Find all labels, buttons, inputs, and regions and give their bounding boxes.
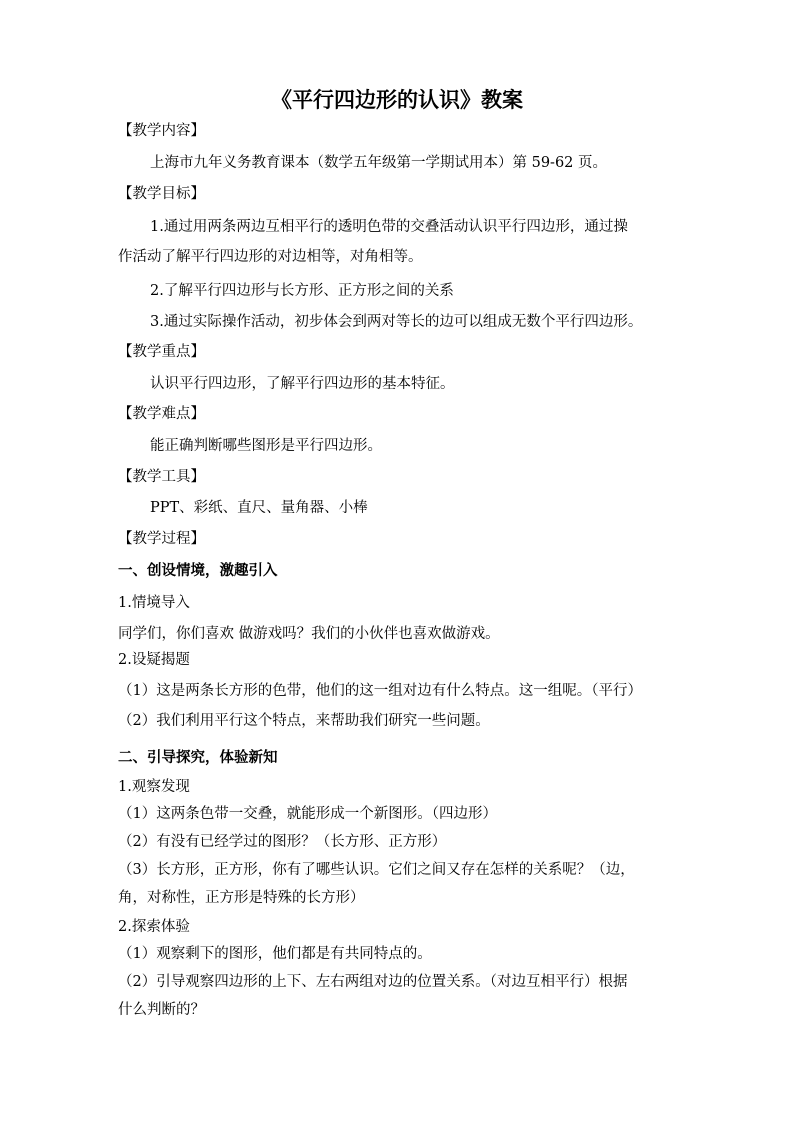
tools-text: PPT、彩纸、直尺、量角器、小棒 xyxy=(150,500,368,516)
objective-3: 3.通过实际操作活动，初步体会到两对等长的边可以组成无数个平行四边形。 xyxy=(150,314,643,330)
process-section-2-sub-2: 2.探索体验 xyxy=(118,919,190,935)
content-text: 上海市九年义务教育课本（数学五年级第一学期试用本）第 59-62 页。 xyxy=(150,155,608,171)
process-section-2-sub-1: 1.观察发现 xyxy=(118,779,190,795)
process-section-1-sub-1: 1.情境导入 xyxy=(118,595,190,611)
section-heading-key-points: 【教学重点】 xyxy=(118,344,205,360)
process-section-2-title: 二、引导探究，体验新知 xyxy=(118,749,278,766)
section-heading-difficulties: 【教学难点】 xyxy=(118,406,205,422)
difficulties-text: 能正确判断哪些图形是平行四边形。 xyxy=(150,438,382,454)
process-section-2-sub-2-item-2-line-1: （2）引导观察四边形的上下、左右两组对边的位置关系。（对边互相平行）根据 xyxy=(118,974,628,990)
key-points-text: 认识平行四边形，了解平行四边形的基本特征。 xyxy=(150,376,455,392)
process-section-2-sub-1-item-3-line-1: （3）长方形，正方形，你有了哪些认识。它们之间又存在怎样的关系呢？（边， xyxy=(118,862,635,878)
process-section-1-sub-2-item-2: （2）我们利用平行这个特点，来帮助我们研究一些问题。 xyxy=(118,713,490,729)
process-section-1-sub-2: 2.设疑揭题 xyxy=(118,652,190,668)
process-section-1-title: 一、创设情境，激趣引入 xyxy=(118,562,278,579)
process-section-2-sub-1-item-1: （1）这两条色带一交叠，就能形成一个新图形。（四边形） xyxy=(118,806,497,822)
process-section-2-sub-2-item-1: （1）观察剩下的图形，他们都是有共同特点的。 xyxy=(118,946,432,962)
section-heading-content: 【教学内容】 xyxy=(118,123,205,139)
process-section-2-sub-1-item-2: （2）有没有已经学过的图形？（长方形、正方形） xyxy=(118,834,447,850)
document-title: 《平行四边形的认识》教案 xyxy=(271,88,523,112)
objective-2: 2.了解平行四边形与长方形、正方形之间的关系 xyxy=(150,283,454,299)
section-heading-objectives: 【教学目标】 xyxy=(118,186,205,202)
process-section-2-sub-1-item-3-line-2: 角，对称性，正方形是特殊的长方形） xyxy=(118,890,365,906)
objective-1-line-1: 1.通过用两条两边互相平行的透明色带的交叠活动认识平行四边形，通过操 xyxy=(150,219,628,235)
process-section-1-sub-1-text: 同学们，你们喜欢 做游戏吗？我们的小伙伴也喜欢做游戏。 xyxy=(118,626,500,642)
section-heading-tools: 【教学工具】 xyxy=(118,469,205,485)
process-section-1-sub-2-item-1: （1）这是两条长方形的色带，他们的这一组对边有什么特点。这一组呢。（平行） xyxy=(118,683,642,699)
process-section-2-sub-2-item-2-line-2: 什么判断的？ xyxy=(118,1002,205,1018)
objective-1-line-2: 作活动了解平行四边形的对边相等，对角相等。 xyxy=(118,249,423,265)
section-heading-process: 【教学过程】 xyxy=(118,531,205,547)
